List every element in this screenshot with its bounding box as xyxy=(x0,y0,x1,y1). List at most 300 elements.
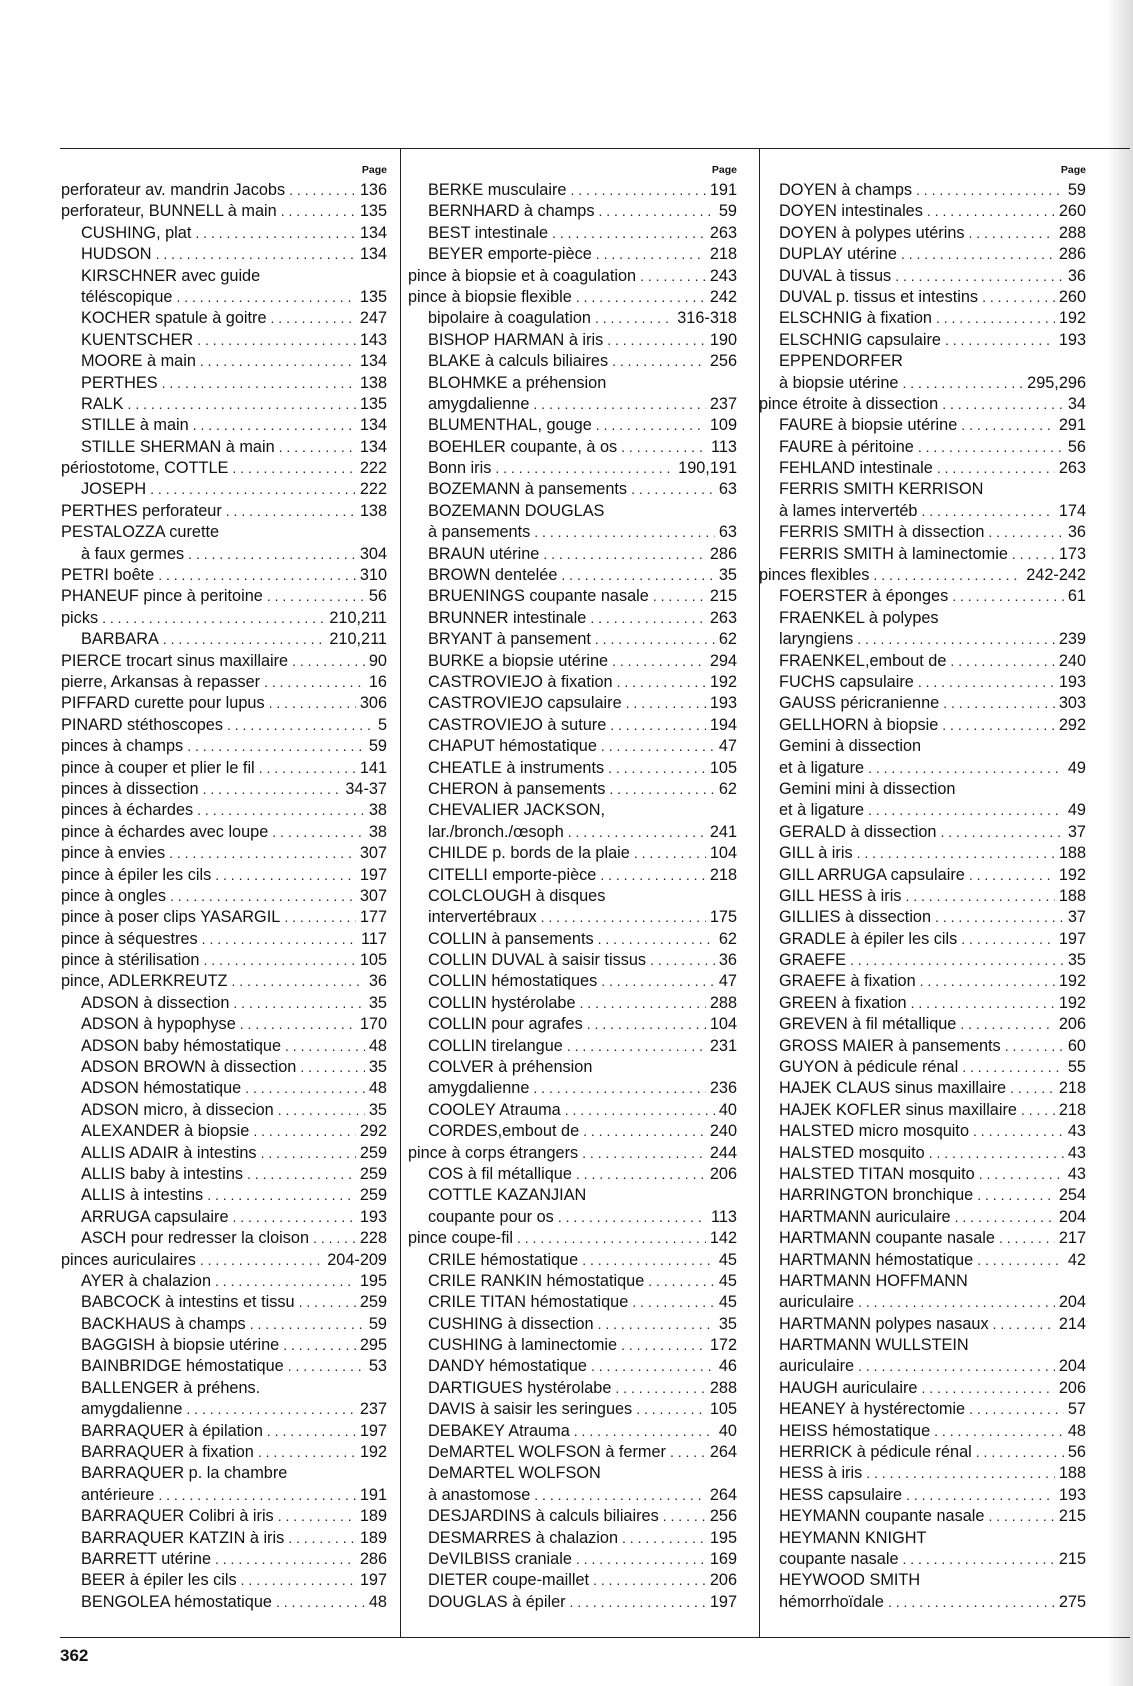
index-entry xyxy=(759,843,1086,864)
dot-leader xyxy=(977,1185,1055,1206)
index-entry xyxy=(759,608,1086,629)
entry-page-number: 236 xyxy=(709,1079,737,1098)
entry-label: pince, ADLERKREUTZ xyxy=(61,972,228,991)
entry-label: COLLIN hystérolabe xyxy=(428,993,576,1012)
index-entry xyxy=(759,672,1086,693)
entry-label: BROWN dentelée xyxy=(428,566,558,585)
entry-page-number: 190,191 xyxy=(678,459,737,478)
index-entry xyxy=(759,1506,1086,1527)
index-entry xyxy=(408,629,737,650)
entry-page-number: 240 xyxy=(709,1122,737,1141)
index-entry xyxy=(408,1549,737,1570)
index-entry xyxy=(759,287,1086,308)
index-entry xyxy=(61,736,387,757)
entry-label: COLCLOUGH à disques xyxy=(428,886,606,905)
index-entry xyxy=(61,1292,387,1313)
dot-leader xyxy=(253,1121,356,1142)
entry-label: CRILE hémostatique xyxy=(428,1250,579,1269)
entry-label: PESTALOZZA curette xyxy=(61,523,220,542)
entry-label: amygdalienne xyxy=(81,1400,183,1419)
entry-page-number: 37 xyxy=(1067,908,1086,927)
entry-page-number: 259 xyxy=(359,1293,387,1312)
entry-label: GAUSS péricranienne xyxy=(779,694,940,713)
index-column-1 xyxy=(61,161,387,1613)
entry-label: MOORE à main xyxy=(81,352,196,371)
dot-leader xyxy=(233,1207,356,1228)
entry-label: GRAEFE xyxy=(779,951,846,970)
index-entry xyxy=(61,308,387,329)
index-entry xyxy=(408,886,737,907)
index-entry xyxy=(61,800,387,821)
entry-label: FOERSTER à éponges xyxy=(779,587,949,606)
index-entry xyxy=(61,330,387,351)
index-entry xyxy=(61,437,387,458)
dot-leader xyxy=(169,843,356,864)
entry-label: HESS capsulaire xyxy=(779,1485,903,1504)
index-entry xyxy=(61,201,387,222)
dot-leader xyxy=(1010,1078,1055,1099)
entry-page-number: 263 xyxy=(1058,459,1086,478)
entry-label: à faux germes xyxy=(81,544,185,563)
entry-label: HARTMANN coupante nasale xyxy=(779,1229,995,1248)
entry-page-number: 35 xyxy=(718,566,737,585)
dot-leader xyxy=(188,544,356,565)
entry-label: ADSON hémostatique xyxy=(81,1079,242,1098)
index-entry xyxy=(408,929,737,950)
dot-leader xyxy=(197,800,365,821)
entry-page-number: 16 xyxy=(368,672,387,691)
dot-leader xyxy=(610,715,706,736)
entry-page-number: 204 xyxy=(1058,1293,1086,1312)
entry-label: BARRAQUER à épilation xyxy=(81,1421,263,1440)
entry-label: lar./bronch./œsoph xyxy=(428,822,564,841)
dot-leader xyxy=(902,373,1023,394)
entry-page-number: 37 xyxy=(1067,822,1086,841)
entry-page-number: 38 xyxy=(368,801,387,820)
entry-label: PERTHES perforateur xyxy=(61,501,222,520)
dot-leader xyxy=(631,479,715,500)
entry-label: DOYEN à champs xyxy=(779,181,913,199)
dot-leader xyxy=(961,415,1055,436)
entry-label: COLLIN DUVAL à saisir tissus xyxy=(428,951,647,970)
entry-label: DeMARTEL WOLFSON à fermer xyxy=(428,1443,666,1462)
entry-label: BRUNNER intestinale xyxy=(428,608,587,627)
index-entry xyxy=(408,308,737,329)
dot-leader xyxy=(292,651,365,672)
dot-leader xyxy=(203,950,355,971)
entry-label: pierre, Arkansas à repasser xyxy=(61,672,261,691)
entry-page-number: 275 xyxy=(1058,1592,1086,1611)
dot-leader xyxy=(888,1592,1055,1613)
dot-leader xyxy=(609,779,715,800)
entry-label: pinces flexibles xyxy=(759,566,870,585)
index-entry xyxy=(408,522,737,543)
dot-leader xyxy=(940,822,1063,843)
dot-leader xyxy=(278,1506,356,1527)
entry-label: HEYWOOD SMITH xyxy=(779,1571,921,1590)
dot-leader xyxy=(574,1421,715,1442)
entry-label: BLOHMKE a préhension xyxy=(428,373,607,392)
index-entry xyxy=(759,394,1086,415)
entry-label: CASTROVIEJO capsulaire xyxy=(428,694,622,713)
index-entry xyxy=(759,822,1086,843)
index-entry xyxy=(61,266,387,287)
entry-label: GILL à iris xyxy=(779,844,853,863)
index-entry xyxy=(61,501,387,522)
index-entry xyxy=(408,437,737,458)
entry-page-number: 141 xyxy=(359,758,387,777)
entry-page-number: 193 xyxy=(359,1207,387,1226)
entry-page-number: 35 xyxy=(718,1314,737,1333)
dot-leader xyxy=(595,629,715,650)
entry-label: BABCOCK à intestins et tissu xyxy=(81,1293,295,1312)
entry-label: EPPENDORFER xyxy=(779,352,903,371)
dot-leader xyxy=(299,1292,356,1313)
index-entry xyxy=(759,1570,1086,1591)
index-entry xyxy=(408,843,737,864)
dot-leader xyxy=(608,758,706,779)
entry-label: CHILDE p. bords de la plaie xyxy=(428,844,630,863)
entry-label: BOEHLER coupante, à os xyxy=(428,437,618,456)
entry-page-number: 195 xyxy=(359,1271,387,1290)
entry-page-number: 43 xyxy=(1067,1164,1086,1183)
entry-page-number: 55 xyxy=(1067,1058,1086,1077)
dot-leader xyxy=(858,1356,1055,1377)
entry-label: BALLENGER à préhens. xyxy=(81,1378,261,1397)
dot-leader xyxy=(999,1228,1055,1249)
dot-leader xyxy=(920,971,1055,992)
index-entry xyxy=(759,929,1086,950)
dot-leader xyxy=(960,1014,1054,1035)
dot-leader xyxy=(873,565,1022,586)
dot-leader xyxy=(961,929,1055,950)
dot-leader xyxy=(203,779,342,800)
entry-page-number: 222 xyxy=(359,480,387,499)
entry-label: pince étroite à dissection xyxy=(759,394,939,413)
entry-label: ALLIS ADAIR à intestins xyxy=(81,1143,257,1162)
entry-label: DeMARTEL WOLFSON xyxy=(428,1464,601,1483)
index-entry xyxy=(408,822,737,843)
entry-page-number: 240 xyxy=(1058,651,1086,670)
index-entry xyxy=(759,1421,1086,1442)
index-entry xyxy=(759,1185,1086,1206)
entry-page-number: 294 xyxy=(709,651,737,670)
entry-page-number: 47 xyxy=(718,737,737,756)
entry-label: FEHLAND intestinale xyxy=(779,459,933,478)
entry-page-number: 36 xyxy=(718,951,737,970)
index-entry xyxy=(408,1185,737,1206)
entry-page-number: 59 xyxy=(368,737,387,756)
entry-label: HEISS hémostatique xyxy=(779,1421,931,1440)
dot-leader xyxy=(850,950,1064,971)
entry-page-number: 49 xyxy=(1067,801,1086,820)
entry-page-number: 48 xyxy=(368,1592,387,1611)
entry-page-number: 173 xyxy=(1058,544,1086,563)
dot-leader xyxy=(200,351,356,372)
entry-page-number: 188 xyxy=(1058,1464,1086,1483)
dot-leader xyxy=(955,1207,1055,1228)
index-entry xyxy=(408,693,737,714)
index-entry xyxy=(61,1036,387,1057)
entry-page-number: 239 xyxy=(1058,630,1086,649)
dot-leader xyxy=(866,1463,1055,1484)
index-entry xyxy=(61,479,387,500)
entry-page-number: 35 xyxy=(368,993,387,1012)
entry-page-number: 295 xyxy=(359,1336,387,1355)
entry-page-number: 218 xyxy=(1058,1079,1086,1098)
entry-page-number: 206 xyxy=(1058,1015,1086,1034)
entry-label: CUSHING, plat xyxy=(81,223,192,242)
entry-label: HARTMANN hémostatique xyxy=(779,1250,974,1269)
entry-label: BEST intestinale xyxy=(428,223,549,242)
index-entry xyxy=(61,1506,387,1527)
dot-leader xyxy=(1012,544,1055,565)
dot-leader xyxy=(567,1036,706,1057)
dot-leader xyxy=(227,715,374,736)
entry-label: amygdalienne xyxy=(428,1079,530,1098)
entry-page-number: 47 xyxy=(718,972,737,991)
entry-label: CITELLI emporte-pièce xyxy=(428,865,597,884)
entry-label: pince à épiler les cils xyxy=(61,865,212,884)
index-entry xyxy=(408,1250,737,1271)
entry-page-number: 63 xyxy=(718,523,737,542)
index-entry xyxy=(408,1057,737,1078)
entry-label: pince à ongles xyxy=(61,886,167,905)
index-entry xyxy=(759,223,1086,244)
entry-page-number: 45 xyxy=(718,1250,737,1269)
index-entry xyxy=(759,479,1086,500)
entry-label: GILL ARRUGA capsulaire xyxy=(779,865,965,884)
index-entry xyxy=(408,287,737,308)
index-entry xyxy=(61,950,387,971)
index-entry xyxy=(61,1549,387,1570)
entry-label: pince à biopsie et à coagulation xyxy=(408,266,637,285)
entry-label: GELLHORN à biopsie xyxy=(779,715,939,734)
entry-page-number: 105 xyxy=(709,758,737,777)
dot-leader xyxy=(977,1250,1064,1271)
entry-label: PIERCE trocart sinus maxillaire xyxy=(61,651,289,670)
entry-page-number: 134 xyxy=(359,223,387,242)
entry-page-number: 59 xyxy=(718,202,737,221)
dot-leader xyxy=(612,651,706,672)
dot-leader xyxy=(269,693,356,714)
entry-page-number: 242 xyxy=(709,287,737,306)
index-entry xyxy=(61,522,387,543)
index-entry xyxy=(759,1036,1086,1057)
index-entry xyxy=(61,1228,387,1249)
dot-leader xyxy=(261,1143,356,1164)
dot-leader xyxy=(580,993,706,1014)
dot-leader xyxy=(543,544,706,565)
dot-leader xyxy=(288,1356,365,1377)
entry-page-number: 61 xyxy=(1067,587,1086,606)
entry-label: BARRAQUER à fixation xyxy=(81,1443,254,1462)
entry-page-number: 264 xyxy=(709,1485,737,1504)
dot-leader xyxy=(979,1164,1064,1185)
entry-label: CASTROVIEJO à suture xyxy=(428,715,607,734)
index-entry xyxy=(408,1485,737,1506)
entry-label: STILLE à main xyxy=(81,416,189,435)
entry-label: à biopsie utérine xyxy=(779,373,899,392)
dot-leader xyxy=(596,415,706,436)
index-entry xyxy=(408,1463,737,1484)
index-entry xyxy=(61,244,387,265)
entry-page-number: 204 xyxy=(1058,1207,1086,1226)
entry-page-number: 56 xyxy=(368,587,387,606)
dot-leader xyxy=(156,244,356,265)
entry-page-number: 210,211 xyxy=(329,630,387,649)
entry-page-number: 197 xyxy=(359,865,387,884)
entry-label: PIFFARD curette pour lupus xyxy=(61,694,265,713)
dot-leader xyxy=(918,672,1055,693)
entry-page-number: 56 xyxy=(1067,1443,1086,1462)
index-entry xyxy=(759,586,1086,607)
dot-leader xyxy=(937,458,1055,479)
entry-label: pinces à champs xyxy=(61,737,184,756)
entry-label: RALK xyxy=(81,394,124,413)
index-entry xyxy=(408,1271,737,1292)
entry-label: pinces auriculaires xyxy=(61,1250,196,1269)
entry-label: DESJARDINS à calculs biliaires xyxy=(428,1507,659,1526)
index-entry xyxy=(61,929,387,950)
index-entry xyxy=(759,1335,1086,1356)
dot-leader xyxy=(858,1292,1055,1313)
dot-leader xyxy=(215,1549,356,1570)
index-entry xyxy=(759,1057,1086,1078)
entry-label: JOSEPH xyxy=(81,480,147,499)
dot-leader xyxy=(934,1421,1064,1442)
dot-leader xyxy=(250,1314,365,1335)
index-entry xyxy=(759,544,1086,565)
dot-leader xyxy=(632,1292,715,1313)
index-entry xyxy=(759,1207,1086,1228)
entry-page-number: 247 xyxy=(359,309,387,328)
index-entry xyxy=(61,629,387,650)
index-entry xyxy=(408,394,737,415)
index-entry xyxy=(61,1185,387,1206)
index-entry xyxy=(408,1207,737,1228)
index-entry xyxy=(61,415,387,436)
index-column-2 xyxy=(408,161,737,1613)
page-number: 362 xyxy=(60,1646,89,1665)
dot-leader xyxy=(612,351,706,372)
dot-leader xyxy=(583,1121,706,1142)
entry-label: BARRAQUER Colibri à iris xyxy=(81,1507,274,1526)
index-entry xyxy=(61,180,387,201)
entry-label: BARRAQUER p. la chambre xyxy=(81,1464,288,1483)
entry-label: ALEXANDER à biopsie xyxy=(81,1122,250,1141)
dot-leader xyxy=(653,586,706,607)
entry-page-number: 237 xyxy=(709,394,737,413)
dot-leader xyxy=(626,693,706,714)
dot-leader xyxy=(102,608,325,629)
entry-label: FAURE à biopsie utérine xyxy=(779,416,958,435)
entry-label: CORDES,embout de xyxy=(428,1122,580,1141)
index-entry xyxy=(61,1057,387,1078)
entry-page-number: 260 xyxy=(1058,287,1086,306)
dot-leader xyxy=(590,608,705,629)
dot-leader xyxy=(1021,1100,1055,1121)
entry-label: HEYMANN KNIGHT xyxy=(779,1528,927,1547)
entry-page-number: 134 xyxy=(359,416,387,435)
entry-label: BRYANT à pansement xyxy=(428,630,591,649)
entry-page-number: 134 xyxy=(359,245,387,264)
entry-page-number: 222 xyxy=(359,459,387,478)
entry-label: COLLIN tirelangue xyxy=(428,1036,563,1055)
entry-label: BARRAQUER KATZIN à iris xyxy=(81,1528,285,1547)
entry-page-number: 135 xyxy=(359,287,387,306)
entry-label: ADSON BROWN à dissection xyxy=(81,1058,297,1077)
dot-leader xyxy=(552,223,706,244)
index-entry xyxy=(408,608,737,629)
index-entry xyxy=(408,1314,737,1335)
entry-page-number: 256 xyxy=(709,1507,737,1526)
entry-page-number: 288 xyxy=(709,993,737,1012)
entry-page-number: 206 xyxy=(1058,1378,1086,1397)
index-entry xyxy=(408,1378,737,1399)
entry-page-number: 218 xyxy=(709,865,737,884)
entry-label: COLLIN pour agrafes xyxy=(428,1015,583,1034)
entry-label: GREEN à fixation xyxy=(779,993,907,1012)
entry-page-number: 104 xyxy=(709,1015,737,1034)
index-entry xyxy=(759,629,1086,650)
entry-page-number: 307 xyxy=(359,886,387,905)
entry-page-number: 59 xyxy=(1067,181,1086,199)
entry-label: COS à fil métallique xyxy=(428,1164,572,1183)
index-entry xyxy=(61,1356,387,1377)
entry-label: BOZEMANN à pansements xyxy=(428,480,628,499)
index-entry xyxy=(759,651,1086,672)
entry-page-number: 218 xyxy=(1058,1100,1086,1119)
entry-label: CHAPUT hémostatique xyxy=(428,737,597,756)
entry-label: téléscopique xyxy=(81,287,173,306)
entry-page-number: 169 xyxy=(709,1550,737,1568)
dot-leader xyxy=(576,1164,706,1185)
entry-page-number: 292 xyxy=(1058,715,1086,734)
index-entry xyxy=(408,415,737,436)
dot-leader xyxy=(598,1314,715,1335)
entry-label: BISHOP HARMAN à iris xyxy=(428,330,604,349)
entry-page-number: 263 xyxy=(709,608,737,627)
entry-label: FAURE à péritoine xyxy=(779,437,914,456)
entry-page-number: 189 xyxy=(359,1507,387,1526)
index-entry xyxy=(759,907,1086,928)
entry-label: FERRIS SMITH à dissection xyxy=(779,523,985,542)
entry-label: DUVAL à tissus xyxy=(779,266,892,285)
dot-leader xyxy=(232,458,355,479)
entry-page-number: 206 xyxy=(709,1571,737,1590)
dot-leader xyxy=(247,1164,356,1185)
index-entry xyxy=(61,1164,387,1185)
index-entry xyxy=(61,1100,387,1121)
index-entry xyxy=(61,971,387,992)
index-entry xyxy=(759,501,1086,522)
entry-label: PERTHES xyxy=(81,373,158,392)
entry-label: HARRINGTON bronchique xyxy=(779,1186,974,1205)
entry-page-number: 215 xyxy=(709,587,737,606)
entry-page-number: 36 xyxy=(368,972,387,991)
index-entry xyxy=(759,1164,1086,1185)
entry-label: CHEATLE à instruments xyxy=(428,758,605,777)
index-entry xyxy=(61,1143,387,1164)
entry-page-number: 142 xyxy=(709,1229,737,1248)
entry-page-number: 288 xyxy=(1058,223,1086,242)
dot-leader xyxy=(640,266,706,287)
dot-leader xyxy=(868,800,1064,821)
entry-page-number: 43 xyxy=(1067,1122,1086,1141)
dot-leader xyxy=(935,907,1064,928)
dot-leader xyxy=(976,1442,1064,1463)
